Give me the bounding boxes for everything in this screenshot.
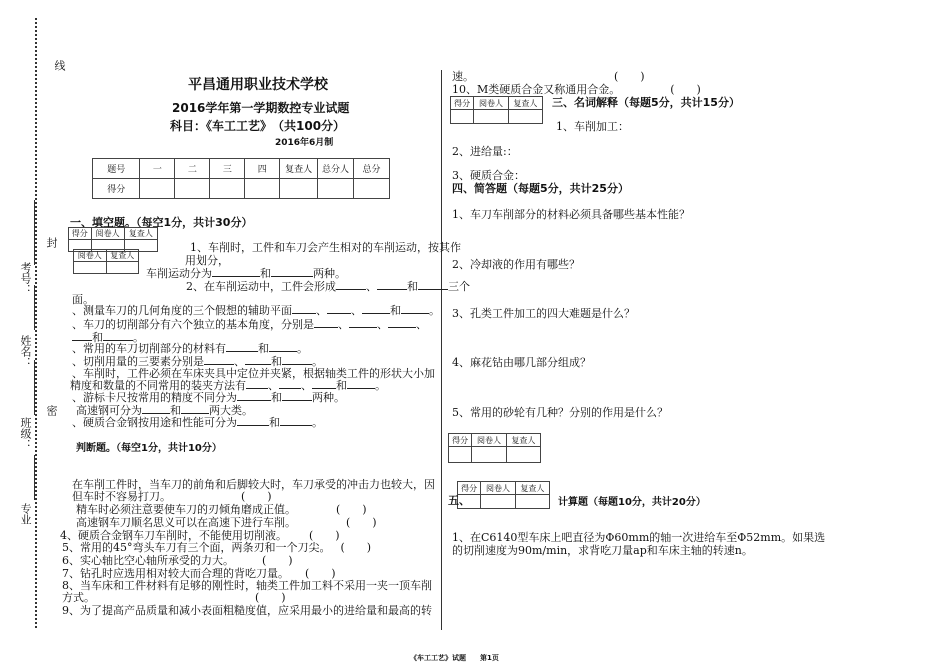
s3-q3: 3、硬质合金：: [452, 169, 525, 182]
name-label: 姓名：: [19, 335, 32, 368]
s2-q3: 高速钢车刀顺名思义可以在高速下进行车削。 ( ): [76, 516, 377, 529]
grader-reviewer-label: 阅卷人: [472, 434, 506, 447]
score-cell[interactable]: [210, 179, 245, 199]
score-table-header: 三: [210, 159, 245, 179]
grader-reviewer-label: 阅卷人: [474, 97, 508, 110]
s2-q1-line1: 在车削工件时，当车刀的前角和后脚较大时，车刀承受的冲击力也较大，因: [72, 478, 435, 491]
s2-q8-line1: 8、当车床和工件材料有足够的刚性时，轴类工件加工料不采用一夹一顶车削: [62, 579, 432, 592]
s2-q1-line2: 但车时不容易打刀。 ( ): [72, 490, 272, 503]
s2-q9: 9、为了提高产品质量和减小表面粗糙度值，应采用最小的进给量和最高的转: [62, 604, 432, 617]
grader-score-label: 得分: [449, 434, 472, 447]
s1-q1-line3: 车削运动分为 和 两种。: [146, 267, 346, 280]
s1-q2-line2: 面。: [72, 293, 94, 306]
s1-q5: 、常用的车刀切削部分的材料有 和 。: [72, 342, 308, 355]
grader-rechecker-label: 复查人: [508, 97, 542, 110]
grader-reviewer-label: 阅卷人: [481, 482, 515, 495]
grader-reviewer-label: 阅卷人: [74, 250, 107, 262]
s1-q7-line1: 、车削时，工件必须在车床夹具中定位并夹紧，根据轴类工件的形状大小加: [72, 367, 435, 380]
s5-q1-line1: 1、在C6140型车床上吧直径为Φ60mm的轴一次进给车至Φ52mm。如果选: [452, 531, 826, 544]
s2-q7: 7、钻孔时应选用相对较大而合理的背吃刀量。 ( ): [62, 567, 336, 580]
score-cell[interactable]: [354, 179, 390, 199]
score-table-header: 总分人: [318, 159, 354, 179]
grader-box-s3: [450, 96, 543, 124]
s1-q8: 、游标卡尺按常用的精度不同分为 和 两种。: [72, 391, 345, 404]
section5-title: 计算题（每题10分，共计20分）: [558, 497, 706, 508]
grader-rechecker-label: 复查人: [106, 250, 139, 262]
section4-title: 四、简答题（每题5分，共计25分）: [452, 182, 629, 195]
s1-q9: 高速钢可分为 和 两大类。: [76, 404, 253, 417]
binding-line-char: 线: [53, 60, 66, 71]
grader-rechecker-label: 复查人: [124, 228, 157, 240]
s1-q4-line2: 和 。: [72, 329, 144, 345]
class-blank: [34, 360, 35, 415]
page-footer: 《车工工艺》试题 第1页: [410, 654, 499, 662]
score-table-header: 四: [245, 159, 280, 179]
s1-q1-line1: 1、车削时，工件和车刀会产生相对的车削运动，按其作: [190, 241, 461, 254]
section1-title: 一、填空题。（每空1分，共计30分）: [70, 216, 253, 229]
score-cell[interactable]: [318, 179, 354, 199]
s1-q1-line2: 用划分，: [185, 254, 229, 267]
school-name: 平昌通用职业技术学校: [188, 77, 328, 93]
s2-q8-line2: 方式。 ( ): [62, 591, 286, 604]
s1-q7-line2: 精度和数量的不同常用的装夹方法有 、 、 和 。: [70, 379, 386, 392]
grader-rechecker-label: 复查人: [506, 434, 540, 447]
binding-secret-char: 密: [45, 405, 58, 416]
name-blank: [34, 285, 35, 330]
exam-date: 2016年6月制: [275, 138, 334, 148]
binding-dotted-line: [35, 18, 37, 628]
s4-q5: 5、常用的砂轮有几种？分别的作用是什么？: [452, 406, 668, 419]
grader-score-label: 得分: [458, 482, 481, 495]
s4-q4: 4、麻花钻由哪几部分组成？: [452, 356, 591, 369]
grader-box-s4: [448, 433, 541, 463]
s4-q3: 3、孔类工件加工的四大难题是什么？: [452, 307, 635, 320]
score-table: [92, 158, 390, 199]
score-cell[interactable]: [280, 179, 318, 199]
s2-q2: 精车时必须注意要使车刀的刃倾角磨成正值。 ( ): [76, 503, 367, 516]
s3-q1: 1、车削加工：: [556, 120, 629, 133]
grader-box-s5: [457, 481, 550, 509]
class-label: 班级：: [19, 417, 32, 450]
s4-q2: 2、冷却液的作用有哪些？: [452, 258, 580, 271]
score-table-header: 二: [175, 159, 210, 179]
r-q9-tail: 速。 ( ): [452, 70, 645, 83]
score-cell[interactable]: [245, 179, 280, 199]
major-blank: [34, 455, 35, 500]
score-table-row-label: 得分: [93, 179, 140, 199]
s1-q3: 、测量车刀的几何角度的三个假想的辅助平面 、 、 和 。: [72, 304, 440, 317]
s3-q2: 2、进给量:：: [452, 145, 518, 158]
grader-score-label: 得分: [69, 228, 92, 240]
grader-reviewer-label: 阅卷人: [91, 228, 124, 240]
score-table-header: 一: [140, 159, 175, 179]
s2-q6: 6、实心轴比空心轴所承受的力大。 ( ): [62, 554, 293, 567]
exam-no-label: 考号：: [19, 262, 32, 295]
s4-q1: 1、车刀车削部分的材料必须具备哪些基本性能？: [452, 208, 690, 221]
s5-q1-line2: 的切削速度为90m/min，求背吃刀量ap和车床主轴的转速n。: [452, 544, 753, 557]
subject-line: 科目：《车工工艺》 （共100分）: [170, 119, 346, 133]
s1-q10: 、硬质合金钢按用途和性能可分为 和 。: [72, 416, 323, 429]
grader-rechecker-label: 复查人: [515, 482, 549, 495]
score-table-header: 题号: [93, 159, 140, 179]
s2-q5: 5、常用的45°弯头车刀有三个面，两条刃和一个刀尖。 ( ): [62, 541, 372, 554]
score-cell[interactable]: [140, 179, 175, 199]
binding-seal-char: 封: [45, 237, 58, 248]
exam-title: 2016学年第一学期数控专业试题: [172, 101, 350, 115]
s2-q4: 4、硬质合金钢车刀车削时，不能使用切削液。 ( ): [60, 529, 340, 542]
grader-box-inner: [73, 249, 139, 274]
score-cell[interactable]: [175, 179, 210, 199]
s1-q6: 、切削用量的三要素分别是 、 和 。: [72, 355, 323, 368]
s1-q2-line1: 2、在车削运动中，工件会形成 、 和 三个: [186, 280, 470, 293]
section5-prefix: 五、: [448, 494, 470, 507]
r-q10: 10、M类硬质合金又称通用合金。 ( ): [452, 83, 701, 96]
section3-title: 三、名词解释（每题5分，共计15分）: [552, 96, 740, 109]
s1-q4-line1: 、车刀的切削部分有六个独立的基本角度，分别是 、 、 、: [72, 318, 427, 331]
exam-no-blank: [34, 200, 35, 265]
score-table-header: 总分: [354, 159, 390, 179]
grader-score-label: 得分: [451, 97, 474, 110]
section2-title: 判断题。（每空1分，共计10分）: [76, 443, 222, 454]
major-label: 专业: [19, 503, 32, 525]
column-divider: [441, 70, 442, 630]
score-table-header: 复查人: [280, 159, 318, 179]
